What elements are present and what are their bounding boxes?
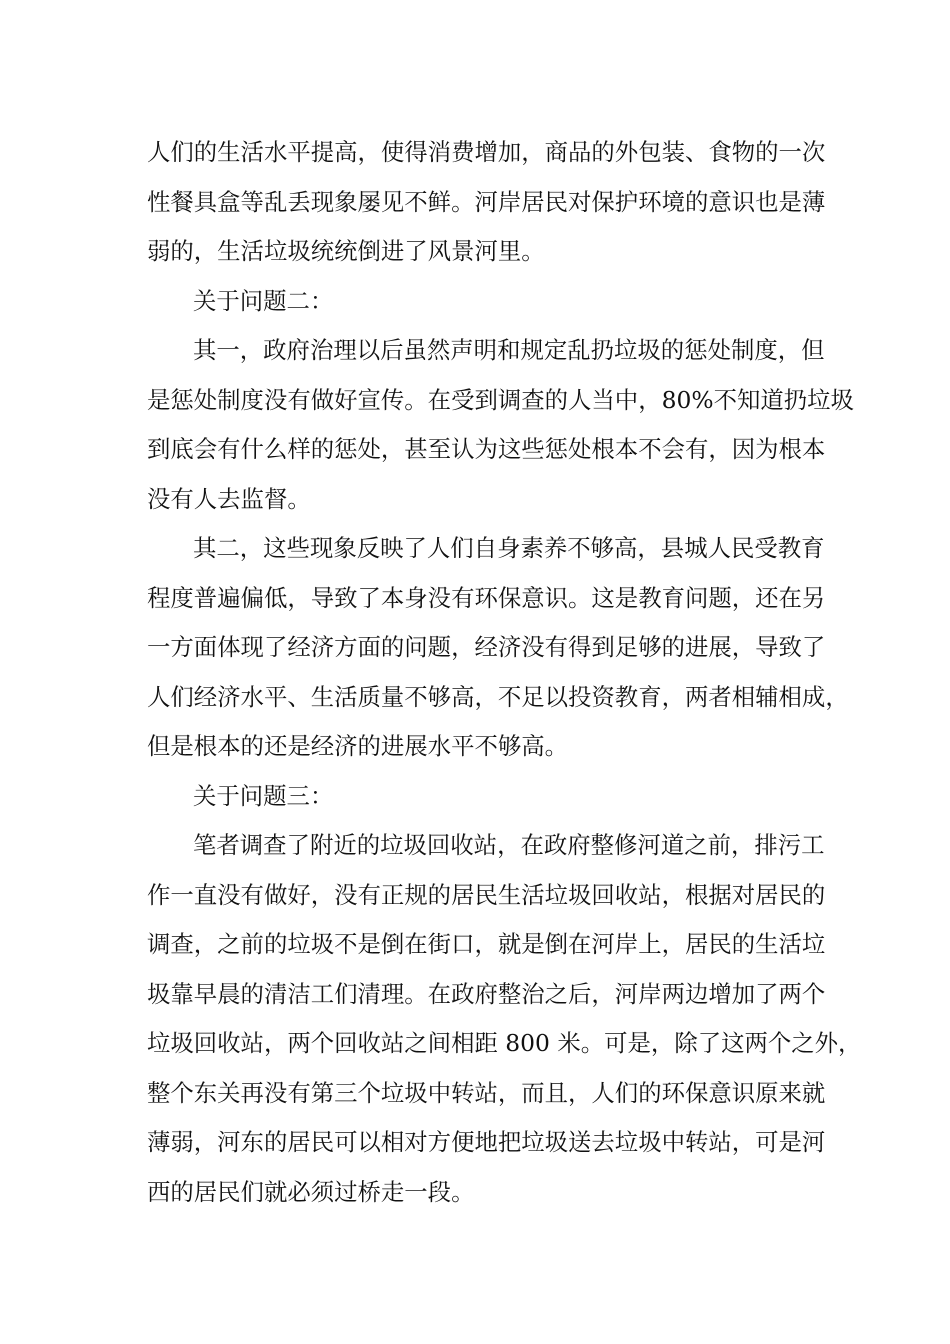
- text-line: 人们经济水平、生活质量不够高，不足以投资教育，两者相辅相成，: [147, 682, 849, 711]
- text-line: 圾靠早晨的清洁工们清理。在政府整治之后，河岸两边增加了两个: [147, 979, 826, 1008]
- text-line: 一方面体现了经济方面的问题，经济没有得到足够的进展，导致了: [147, 633, 826, 661]
- text-line: 程度普遍偏低，导致了本身没有环保意识。这是教育问题，还在另: [147, 583, 826, 612]
- text-line: 作一直没有做好，没有正规的居民生活垃圾回收站，根据对居民的: [147, 880, 826, 909]
- text-line: 薄弱，河东的居民可以相对方便地把垃圾送去垃圾中转站，可是河: [147, 1128, 826, 1156]
- text-line: 没有人去监督。: [147, 484, 311, 513]
- text-line: 笔者调查了附近的垃圾回收站，在政府整修河道之前，排污工: [193, 831, 825, 859]
- text-line: 西的居民们就必须过桥走一段。: [147, 1177, 475, 1206]
- text-line: 垃圾回收站，两个回收站之间相距 800 米。可是，除了这两个之外，: [147, 1029, 862, 1057]
- text-line: 性餐具盒等乱丢现象屡见不鲜。河岸居民对保护环境的意识也是薄: [147, 187, 826, 216]
- section-heading: 关于问题二：: [193, 286, 334, 315]
- text-line: 人们的生活水平提高，使得消费增加，商品的外包装、食物的一次: [147, 138, 826, 166]
- text-line: 整个东关再没有第三个垃圾中转站，而且，人们的环保意识原来就: [147, 1078, 826, 1107]
- text-line: 到底会有什么样的惩处，甚至认为这些惩处根本不会有，因为根本: [147, 435, 826, 463]
- text-line: 但是根本的还是经济的进展水平不够高。: [147, 732, 569, 760]
- text-line: 是惩处制度没有做好宣传。在受到调查的人当中，80%不知道扔垃圾: [147, 385, 854, 414]
- text-line: 其二，这些现象反映了人们自身素养不够高，县城人民受教育: [193, 534, 825, 562]
- document-body: [147, 128, 862, 1217]
- section-heading: 关于问题三：: [193, 781, 334, 810]
- text-line: 其一，政府治理以后虽然声明和规定乱扔垃圾的惩处制度，但: [193, 336, 825, 364]
- text-line: 调查，之前的垃圾不是倒在街口，就是倒在河岸上，居民的生活垃: [147, 930, 826, 958]
- text-line: 弱的，生活垃圾统统倒进了风景河里。: [147, 237, 545, 265]
